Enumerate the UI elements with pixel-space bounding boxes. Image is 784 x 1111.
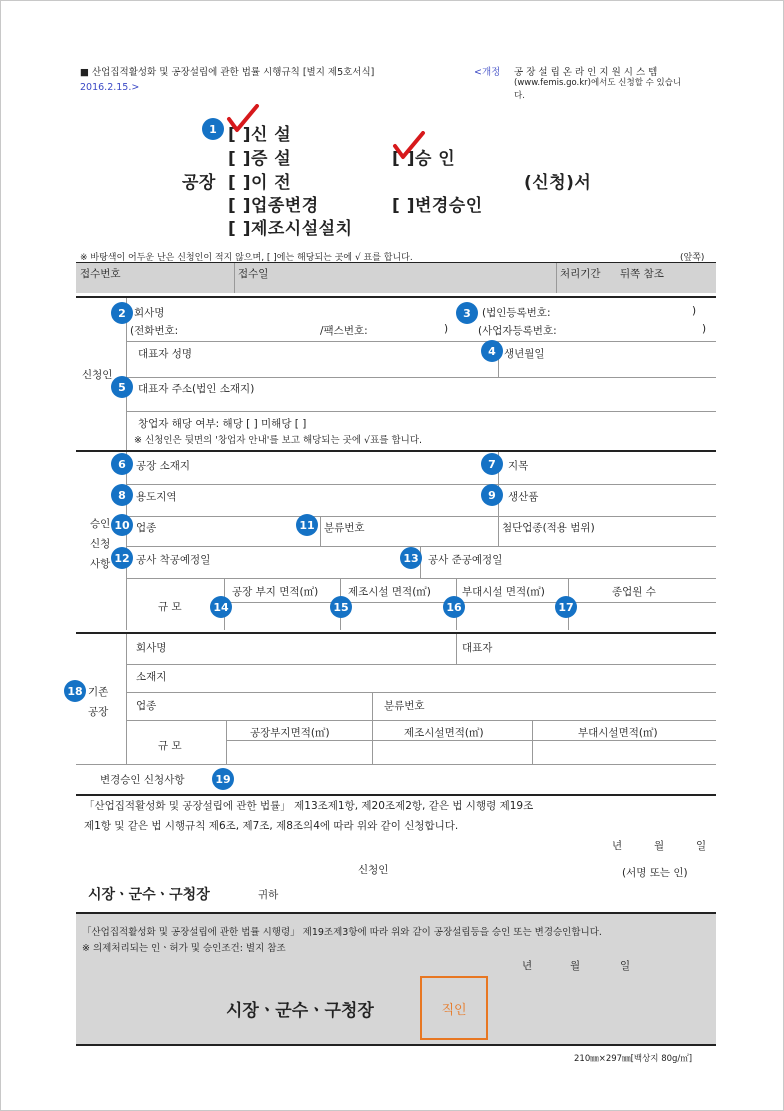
paren-close: ) (702, 323, 707, 335)
badge-19: 19 (212, 768, 234, 790)
title-prefix: 공장 (182, 173, 216, 193)
paper-spec: 210㎜×297㎜[백상지 80g/㎡] (574, 1054, 693, 1064)
approval-year: 년 (522, 960, 533, 972)
approval-day: 일 (620, 960, 631, 972)
product-label[interactable]: 생산품 (508, 491, 539, 503)
existing-mfg-area-label: 제조시설면적(㎡) (404, 727, 484, 739)
badge-15: 15 (330, 596, 352, 618)
declaration-line-1: 「산업집적활성화 및 공장설립에 관한 법률」 제13조제1항, 제20조제2항, 같은 법 시행령 제19조 (84, 800, 534, 812)
applicant-signature-label: 신청인 (358, 864, 389, 876)
startup-question[interactable]: 창업자 해당 여부: 해당 [ ] 미해당 [ ] (138, 418, 307, 430)
land-category-label[interactable]: 지목 (508, 460, 529, 472)
start-date-label[interactable]: 공사 착공예정일 (136, 554, 211, 566)
aux-area-label: 부대시설 면적(㎡) (462, 586, 545, 598)
badge-12: 12 (111, 547, 133, 569)
rep-address-label[interactable]: 대표자 주소(법인 소재지) (138, 383, 255, 395)
company-name-label[interactable]: 회사명 (134, 307, 165, 319)
approval-section-label-3: 사항 (90, 558, 111, 570)
startup-note: ※ 신청인은 뒷면의 '창업자 안내'를 보고 해당되는 곳에 √표를 합니다. (134, 435, 423, 446)
option-new[interactable]: [ ]신 설 (228, 125, 292, 145)
badge-14: 14 (210, 596, 232, 618)
option-approve[interactable]: [ ]승 인 (392, 149, 456, 169)
existing-scale-label: 규 모 (158, 740, 182, 752)
badge-3: 3 (456, 302, 478, 324)
corp-reg-label[interactable]: (법인등록번호: (482, 307, 551, 319)
option-move[interactable]: [ ]이 전 (228, 173, 292, 193)
honorific: 귀하 (258, 889, 279, 901)
phone-label[interactable]: (전화번호: (130, 325, 179, 337)
approval-month: 월 (570, 960, 581, 972)
option-change-approve[interactable]: [ ]변경승인 (392, 196, 483, 216)
zoning-label[interactable]: 용도지역 (136, 491, 177, 503)
existing-company-label[interactable]: 회사명 (136, 642, 167, 654)
decl-year[interactable]: 년 (612, 840, 623, 852)
existing-industry-label[interactable]: 업종 (136, 700, 157, 712)
existing-aux-area-label: 부대시설면적(㎡) (578, 727, 658, 739)
existing-class-label[interactable]: 분류번호 (384, 700, 425, 712)
option-expand[interactable]: [ ]증 설 (228, 149, 292, 169)
existing-section-label-1: 기존 (88, 686, 109, 698)
processing-period-value: 뒤쪽 참조 (620, 268, 664, 280)
badge-7: 7 (481, 453, 503, 475)
rep-name-label[interactable]: 대표자 성명 (138, 348, 193, 360)
badge-11: 11 (296, 514, 318, 536)
finish-date-label[interactable]: 공사 준공예정일 (428, 554, 503, 566)
approval-section-label-2: 신청 (90, 538, 111, 550)
badge-1: 1 (202, 118, 224, 140)
badge-8: 8 (111, 484, 133, 506)
badge-17: 17 (555, 596, 577, 618)
approval-section-label-1: 승인 (90, 518, 111, 530)
badge-5: 5 (111, 376, 133, 398)
revision-label: <개정 (474, 67, 501, 78)
declaration-line-2: 제1항 및 같은 법 시행규칙 제6조, 제7조, 제8조의4에 따라 위와 같이 신청합니다. (84, 820, 459, 832)
existing-rep-label[interactable]: 대표자 (462, 642, 493, 654)
front-page-label: (앞쪽) (680, 253, 705, 263)
checkmark-icon (392, 131, 426, 161)
scale-label: 규 모 (158, 601, 182, 613)
class-number-label[interactable]: 분류번호 (324, 522, 365, 534)
badge-16: 16 (443, 596, 465, 618)
fax-label[interactable]: /팩스번호: (320, 325, 368, 337)
signature-field[interactable]: (서명 또는 인) (622, 867, 688, 879)
instruction-note: ※ 바탕색이 어두운 난은 신청인이 적지 않으며, [ ]에는 해당되는 곳에 √ 표를 합니다. (80, 253, 413, 263)
applicant-section-label: 신청인 (82, 369, 113, 381)
online-notice-1: 공 장 설 립 온 라 인 지 원 시 스 템 (514, 67, 658, 78)
birth-date-label[interactable]: 생년월일 (504, 348, 545, 360)
official-seal: 직인 (420, 976, 488, 1040)
decl-month[interactable]: 월 (654, 840, 665, 852)
badge-2: 2 (111, 302, 133, 324)
title-suffix: (신청)서 (524, 173, 592, 193)
badge-13: 13 (400, 547, 422, 569)
paren-close: ) (444, 323, 449, 335)
high-tech-label[interactable]: 첨단업종(적용 범위) (502, 522, 595, 534)
processing-period-label: 처리기간 (560, 268, 601, 280)
site-area-label: 공장 부지 면적(㎡) (232, 586, 319, 598)
badge-6: 6 (111, 453, 133, 475)
approval-authority: 시장ㆍ군수ㆍ구청장 (226, 1001, 374, 1021)
online-notice-3: 다. (514, 91, 525, 101)
receipt-date-label: 접수일 (238, 268, 269, 280)
change-request-label[interactable]: 변경승인 신청사항 (100, 774, 185, 786)
option-change-business[interactable]: [ ]업종변경 (228, 196, 319, 216)
mfg-area-label: 제조시설 면적(㎡) (348, 586, 431, 598)
checkmark-icon (226, 104, 260, 134)
employees-label: 종업원 수 (612, 586, 656, 598)
decl-day[interactable]: 일 (696, 840, 707, 852)
approval-box-line-1: 「산업집적활성화 및 공장설립에 관한 법률 시행령」 제19조제3항에 따라 위와 같이 공장설립등을 승인 또는 변경승인합니다. (82, 927, 602, 938)
badge-18: 18 (64, 680, 86, 702)
badge-4: 4 (481, 340, 503, 362)
industry-label[interactable]: 업종 (136, 522, 157, 534)
badge-9: 9 (481, 484, 503, 506)
online-notice-2: (www.femis.go.kr)에서도 신청할 수 있습니 (514, 78, 682, 88)
paren-close: ) (692, 305, 697, 317)
addressee: 시장ㆍ군수ㆍ구청장 (88, 887, 210, 903)
existing-section-label-2: 공장 (88, 706, 109, 718)
revision-date: 2016.2.15.> (80, 82, 140, 93)
existing-site-area-label: 공장부지면적(㎡) (250, 727, 330, 739)
biz-reg-label[interactable]: (사업자등록번호: (478, 325, 557, 337)
receipt-number-label: 접수번호 (80, 268, 121, 280)
option-manufacturing[interactable]: [ ]제조시설설치 (228, 219, 353, 239)
existing-location-label[interactable]: 소재지 (136, 671, 167, 683)
badge-10: 10 (111, 514, 133, 536)
factory-location-label[interactable]: 공장 소재지 (136, 460, 191, 472)
legal-basis: ■ 산업집적활성화 및 공장설립에 관한 법률 시행규칙 [별지 제5호서식] (80, 67, 375, 78)
approval-box-line-2: ※ 의제처리되는 인ㆍ허가 및 승인조건: 별지 참조 (82, 943, 286, 954)
